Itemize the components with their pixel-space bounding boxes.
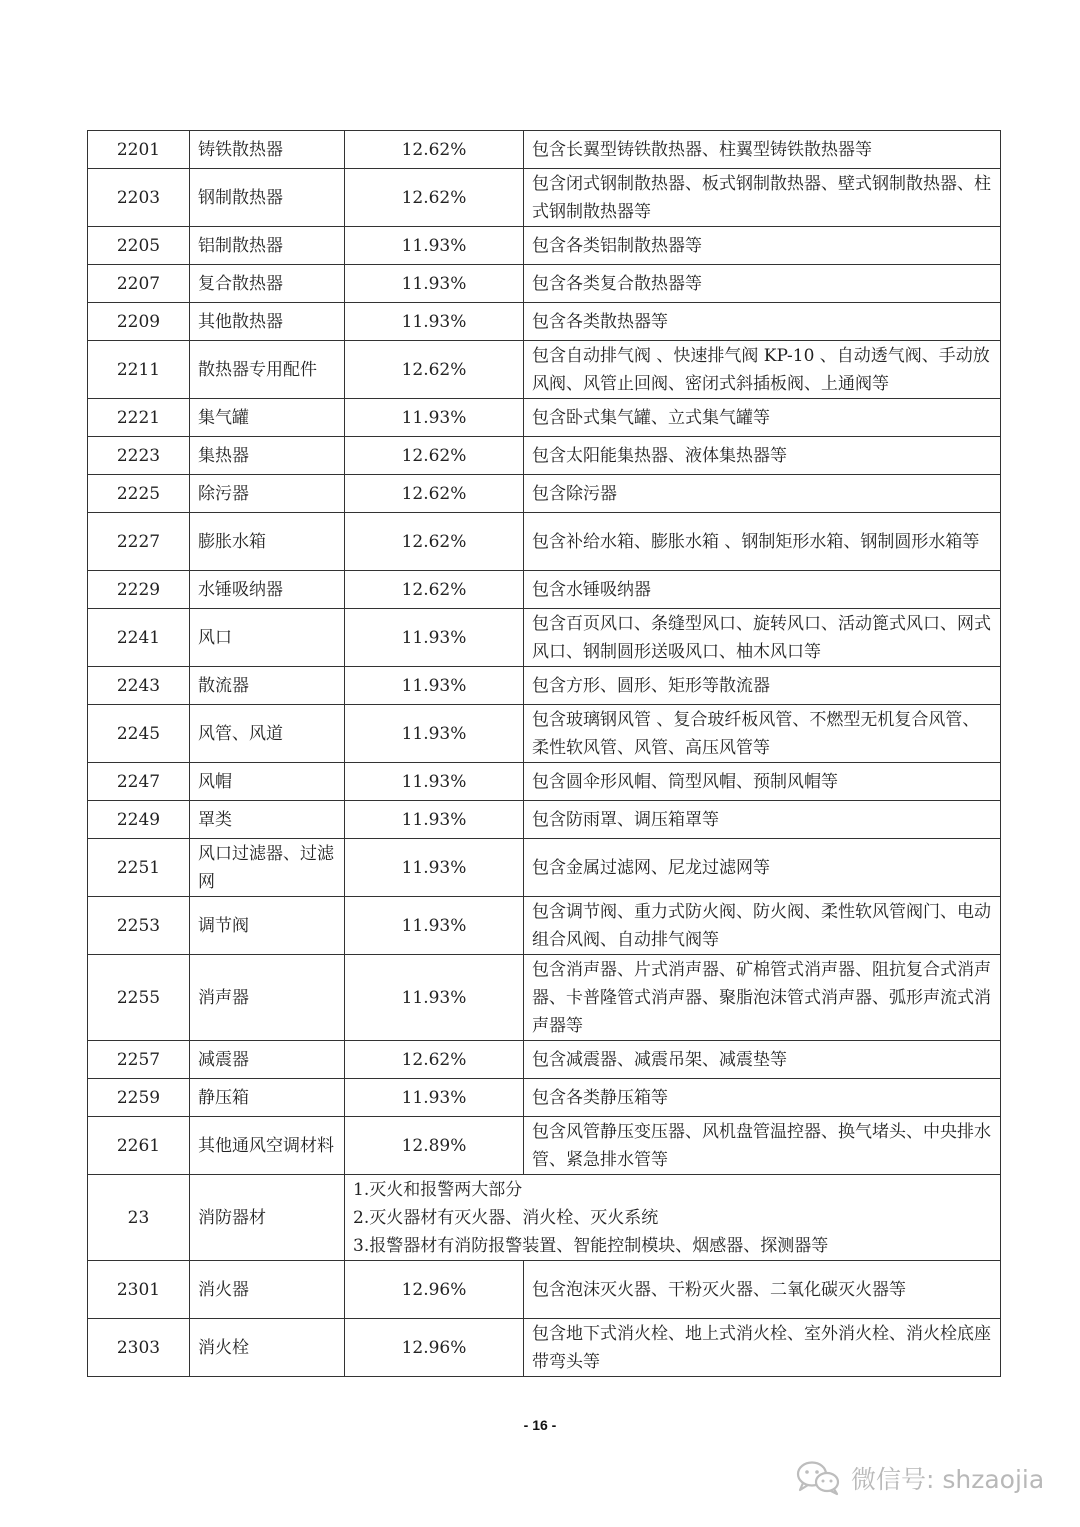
- item-name: 散热器专用配件: [190, 341, 345, 399]
- item-code: 2257: [88, 1041, 190, 1079]
- item-rate: 11.93%: [345, 303, 524, 341]
- item-rate: 12.96%: [345, 1319, 524, 1377]
- item-name: 铸铁散热器: [190, 131, 345, 169]
- item-rate: 12.62%: [345, 341, 524, 399]
- item-name: 集气罐: [190, 399, 345, 437]
- item-name: 散流器: [190, 667, 345, 705]
- item-code: 2301: [88, 1261, 190, 1319]
- category-row: [88, 1175, 1001, 1261]
- item-description: 包含各类铝制散热器等: [524, 227, 1001, 265]
- item-rate: 11.93%: [345, 705, 524, 763]
- table-row: [88, 303, 1001, 341]
- item-name: 铝制散热器: [190, 227, 345, 265]
- category-note: 2.灭火器材有灭火器、消火栓、灭火系统: [353, 1207, 659, 1228]
- item-rate: 12.62%: [345, 131, 524, 169]
- watermark-text: 微信号: shzaojia: [851, 1465, 1045, 1494]
- item-rate: 12.62%: [345, 571, 524, 609]
- table-row: [88, 513, 1001, 571]
- item-rate: 11.93%: [345, 667, 524, 705]
- item-name: 复合散热器: [190, 265, 345, 303]
- table-row: [88, 705, 1001, 763]
- item-rate: 11.93%: [345, 897, 524, 955]
- item-code: 2241: [88, 609, 190, 667]
- item-rate: 12.96%: [345, 1261, 524, 1319]
- material-rate-table: [87, 130, 1001, 1377]
- item-name: 集热器: [190, 437, 345, 475]
- item-name: 其他通风空调材料: [190, 1117, 345, 1175]
- item-description: 包含百页风口、条缝型风口、旋转风口、活动篦式风口、网式风口、钢制圆形送吸风口、柚木风口等: [524, 609, 1001, 667]
- table-row: [88, 667, 1001, 705]
- item-rate: 11.93%: [345, 399, 524, 437]
- category-name: 消防器材: [190, 1175, 345, 1261]
- item-code: 2207: [88, 265, 190, 303]
- item-description: 包含调节阀、重力式防火阀、防火阀、柔性软风管阀门、电动组合风阀、自动排气阀等: [524, 897, 1001, 955]
- item-code: 2259: [88, 1079, 190, 1117]
- table-row: [88, 227, 1001, 265]
- item-code: 2229: [88, 571, 190, 609]
- item-code: 2225: [88, 475, 190, 513]
- item-rate: 11.93%: [345, 763, 524, 801]
- item-description: 包含防雨罩、调压箱罩等: [524, 801, 1001, 839]
- item-code: 2201: [88, 131, 190, 169]
- table-row: [88, 609, 1001, 667]
- item-rate: 12.62%: [345, 1041, 524, 1079]
- item-rate: 12.62%: [345, 475, 524, 513]
- item-code: 2261: [88, 1117, 190, 1175]
- table-row: [88, 131, 1001, 169]
- item-code: 2255: [88, 955, 190, 1041]
- item-description: 包含水锤吸纳器: [524, 571, 1001, 609]
- item-name: 除污器: [190, 475, 345, 513]
- table-row: [88, 1079, 1001, 1117]
- item-name: 其他散热器: [190, 303, 345, 341]
- item-rate: 11.93%: [345, 1079, 524, 1117]
- item-description: 包含金属过滤网、尼龙过滤网等: [524, 839, 1001, 897]
- item-description: 包含各类散热器等: [524, 303, 1001, 341]
- item-name: 风口: [190, 609, 345, 667]
- item-code: 2209: [88, 303, 190, 341]
- item-code: 2227: [88, 513, 190, 571]
- table-row: [88, 341, 1001, 399]
- item-code: 2251: [88, 839, 190, 897]
- item-description: 包含卧式集气罐、立式集气罐等: [524, 399, 1001, 437]
- wechat-icon: [795, 1460, 841, 1496]
- category-notes: [345, 1175, 1001, 1261]
- item-code: 2223: [88, 437, 190, 475]
- item-code: 2303: [88, 1319, 190, 1377]
- table-row: [88, 1041, 1001, 1079]
- item-description: 包含风管静压变压器、风机盘管温控器、换气堵头、中央排水管、紧急排水管等: [524, 1117, 1001, 1175]
- table-row: [88, 1261, 1001, 1319]
- table-row: [88, 1117, 1001, 1175]
- table-body-after: [88, 1261, 1001, 1377]
- item-description: 包含太阳能集热器、液体集热器等: [524, 437, 1001, 475]
- item-name: 调节阀: [190, 897, 345, 955]
- table-row: [88, 955, 1001, 1041]
- item-code: 2203: [88, 169, 190, 227]
- item-name: 钢制散热器: [190, 169, 345, 227]
- table-row: [88, 571, 1001, 609]
- item-description: 包含减震器、减震吊架、减震垫等: [524, 1041, 1001, 1079]
- category-note: 1.灭火和报警两大部分: [353, 1179, 523, 1200]
- table-row: [88, 1319, 1001, 1377]
- item-description: 包含自动排气阀 、快速排气阀 KP-10 、自动透气阀、手动放风阀、风管止回阀、密闭式斜插板阀、上通阀等: [524, 341, 1001, 399]
- item-rate: 12.62%: [345, 437, 524, 475]
- item-name: 风管、风道: [190, 705, 345, 763]
- table-row: [88, 169, 1001, 227]
- item-code: 2247: [88, 763, 190, 801]
- item-description: 包含圆伞形风帽、筒型风帽、预制风帽等: [524, 763, 1001, 801]
- table-row: [88, 801, 1001, 839]
- item-rate: 11.93%: [345, 839, 524, 897]
- page-number: - 16 -: [523, 1417, 557, 1433]
- item-code: 2221: [88, 399, 190, 437]
- item-code: 2243: [88, 667, 190, 705]
- item-description: 包含各类复合散热器等: [524, 265, 1001, 303]
- item-description: 包含地下式消火栓、地上式消火栓、室外消火栓、消火栓底座带弯头等: [524, 1319, 1001, 1377]
- item-description: 包含玻璃钢风管 、复合玻纤板风管、不燃型无机复合风管、柔性软风管、风管、高压风管等: [524, 705, 1001, 763]
- item-description: 包含除污器: [524, 475, 1001, 513]
- item-rate: 12.62%: [345, 169, 524, 227]
- item-rate: 12.62%: [345, 513, 524, 571]
- item-rate: 11.93%: [345, 265, 524, 303]
- item-code: 2245: [88, 705, 190, 763]
- table-row: [88, 839, 1001, 897]
- item-name: 膨胀水箱: [190, 513, 345, 571]
- item-rate: 11.93%: [345, 955, 524, 1041]
- item-description: 包含长翼型铸铁散热器、柱翼型铸铁散热器等: [524, 131, 1001, 169]
- item-description: 包含方形、圆形、矩形等散流器: [524, 667, 1001, 705]
- item-description: 包含各类静压箱等: [524, 1079, 1001, 1117]
- item-name: 罩类: [190, 801, 345, 839]
- item-code: 2253: [88, 897, 190, 955]
- item-description: 包含泡沫灭火器、干粉灭火器、二氧化碳灭火器等: [524, 1261, 1001, 1319]
- item-code: 2211: [88, 341, 190, 399]
- watermark: [795, 1458, 1044, 1498]
- table-body: [88, 131, 1001, 1175]
- item-description: 包含补给水箱、膨胀水箱 、钢制矩形水箱、钢制圆形水箱等: [524, 513, 1001, 571]
- item-name: 风帽: [190, 763, 345, 801]
- item-code: 2249: [88, 801, 190, 839]
- item-name: 减震器: [190, 1041, 345, 1079]
- table-row: [88, 437, 1001, 475]
- table-row: [88, 475, 1001, 513]
- item-name: 消火器: [190, 1261, 345, 1319]
- table-row: [88, 399, 1001, 437]
- item-name: 水锤吸纳器: [190, 571, 345, 609]
- table-row: [88, 897, 1001, 955]
- item-rate: 11.93%: [345, 227, 524, 265]
- item-rate: 11.93%: [345, 801, 524, 839]
- item-name: 静压箱: [190, 1079, 345, 1117]
- item-rate: 11.93%: [345, 609, 524, 667]
- item-description: 包含闭式钢制散热器、板式钢制散热器、壁式钢制散热器、柱式钢制散热器等: [524, 169, 1001, 227]
- item-name: 消火栓: [190, 1319, 345, 1377]
- item-code: 2205: [88, 227, 190, 265]
- table-row: [88, 265, 1001, 303]
- item-rate: 12.89%: [345, 1117, 524, 1175]
- category-section: [88, 1175, 1001, 1261]
- item-description: 包含消声器、片式消声器、矿棉管式消声器、阻抗复合式消声器、卡普隆管式消声器、聚脂泡沫管式消声器、弧形声流式消声器等: [524, 955, 1001, 1041]
- table-row: [88, 763, 1001, 801]
- item-name: 风口过滤器、过滤网: [190, 839, 345, 897]
- item-name: 消声器: [190, 955, 345, 1041]
- category-code: 23: [88, 1175, 190, 1261]
- category-note: 3.报警器材有消防报警装置、智能控制模块、烟感器、探测器等: [353, 1235, 829, 1256]
